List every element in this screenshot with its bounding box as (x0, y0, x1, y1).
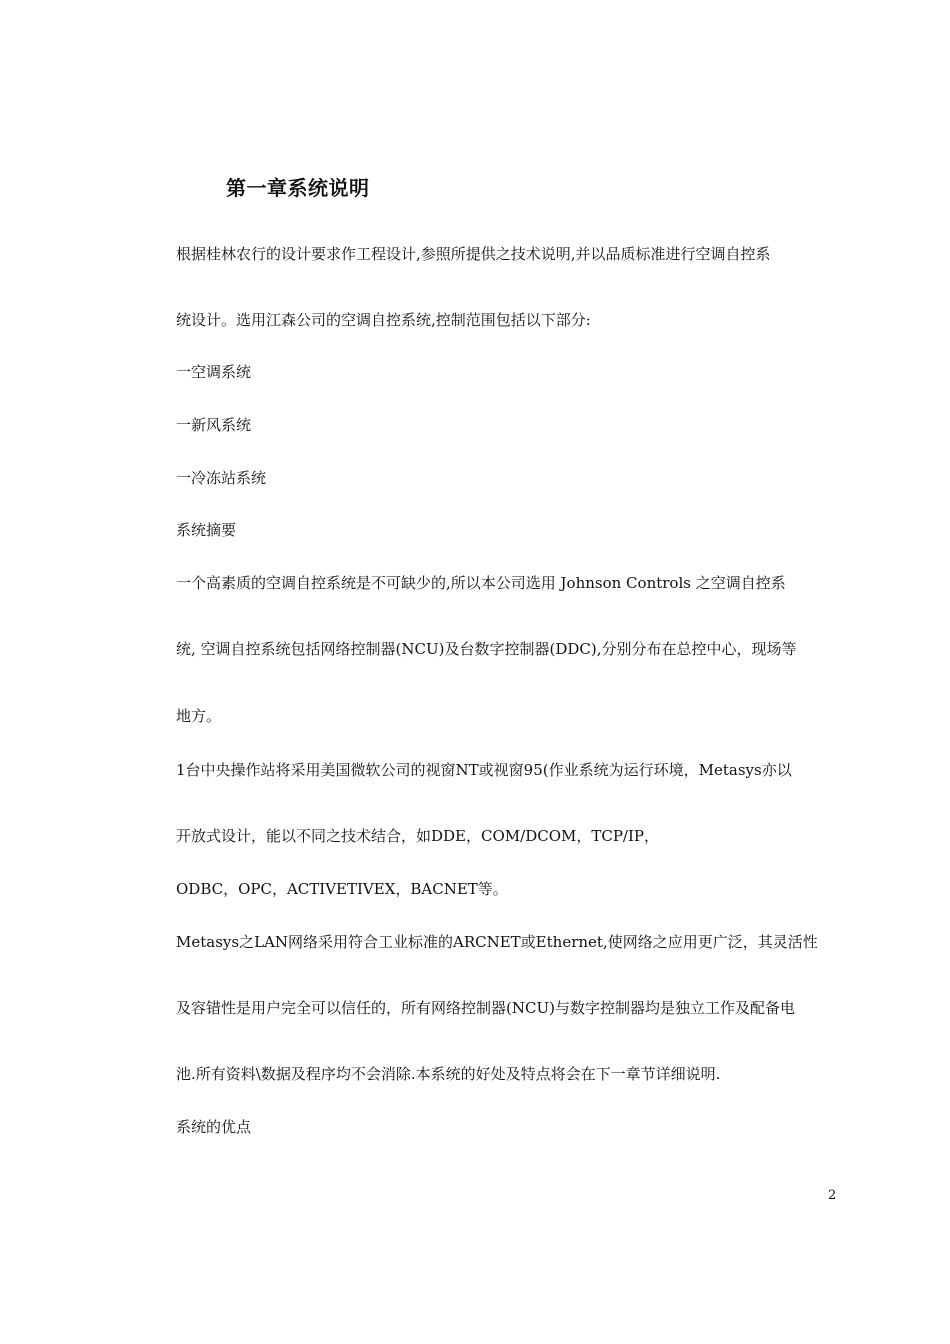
page-number: 2 (828, 1188, 837, 1203)
paragraph-line: 统设计。选用江森公司的空调自控系统,控制范围包括以下部分: (176, 311, 591, 329)
list-item: 一新风系统 (176, 416, 252, 434)
paragraph-line: ODBC，OPC，ACTIVETIVEX，BACNET等。 (176, 880, 508, 898)
paragraph-line: 1台中央操作站将采用美国微软公司的视窗NT或视窗95(作业系统为运行环境，Metasys亦以 (176, 761, 792, 779)
paragraph-line: 一个高素质的空调自控系统是不可缺少的,所以本公司选用 Johnson Controls 之空调自控系 (176, 574, 786, 592)
section-heading: 系统的优点 (176, 1118, 252, 1136)
chapter-title: 第一章系统说明 (226, 176, 370, 200)
paragraph-line: 统, 空调自控系统包括网络控制器(NCU)及台数字控制器(DDC),分别分布在总控中心，现场等 (176, 640, 797, 658)
list-item: 一冷冻站系统 (176, 469, 267, 487)
section-heading: 系统摘要 (176, 521, 237, 539)
paragraph-line: 根据桂林农行的设计要求作工程设计,参照所提供之技术说明,并以品质标准进行空调自控系 (176, 245, 771, 263)
paragraph-line: 及容错性是用户完全可以信任的，所有网络控制器(NCU)与数字控制器均是独立工作及配备电 (176, 999, 795, 1017)
paragraph-line: 地方。 (176, 707, 222, 725)
paragraph-line: Metasys之LAN网络采用符合工业标准的ARCNET或Ethernet,使网络之应用更广泛，其灵活性 (176, 933, 818, 951)
list-item: 一空调系统 (176, 363, 252, 381)
paragraph-line: 开放式设计，能以不同之技术结合，如DDE，COM/DCOM，TCP/IP， (176, 827, 659, 845)
paragraph-line: 池.所有资料\数据及程序均不会消除.本系统的好处及特点将会在下一章节详细说明. (176, 1065, 721, 1083)
